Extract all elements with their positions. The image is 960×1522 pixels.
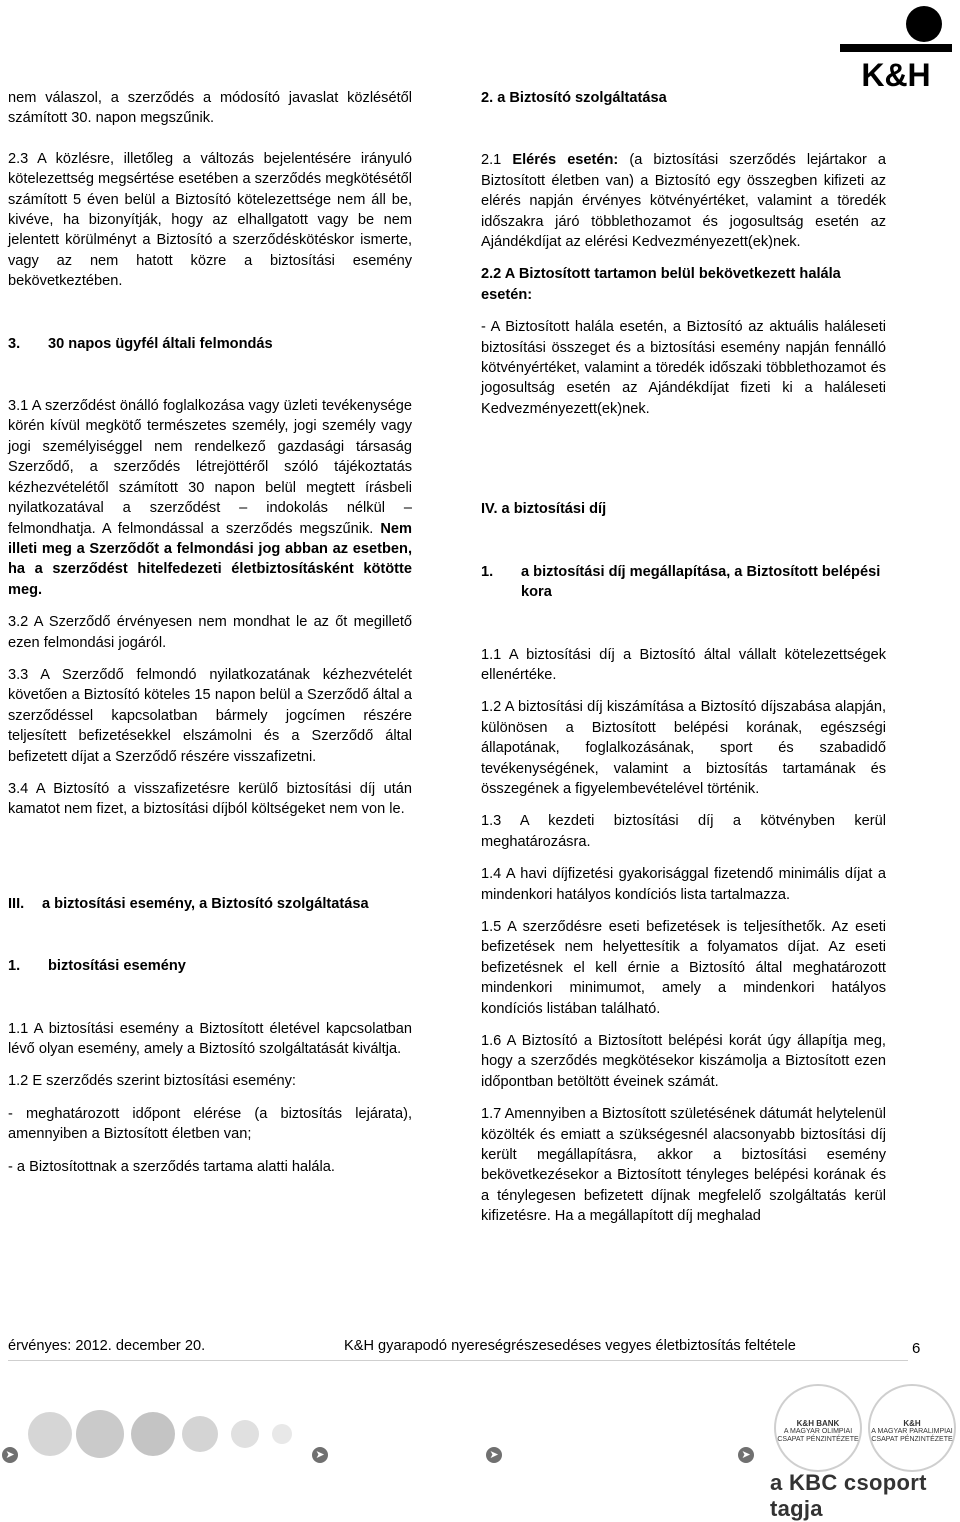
nav-arrow-icon[interactable]: ➤ xyxy=(2,1447,18,1463)
paragraph-IV-1-3: 1.3 A kezdeti biztosítási díj a kötvényben kerül meghatározásra. xyxy=(481,813,886,850)
paragraph-IV-1-5: 1.5 A szerződésre eseti befizetések is teljesíthetők. Az eseti befizetések nem helyettesítik a folyamatos díjat. Az eseti befizetésnek el kell érnie a Biztosító által meghatározott mindenkori minimumot, amely a mindenkori hatályos kondíciós listában található. xyxy=(481,918,886,1017)
page-number: 6 xyxy=(912,1340,921,1357)
paragraph-1-1: 1.1 A biztosítási esemény a Biztosított életével kapcsolatban lévő olyan esemény, amely a Biztosító szolgáltatását kiváltja. xyxy=(8,1020,412,1057)
kh-logo xyxy=(840,2,952,90)
logo-text: K&H xyxy=(861,57,931,90)
paragraph-IV-1-6: 1.6 A Biztosító a Biztosított belépési korát úgy állapítja meg, hogy a szerződés megkötésekor kiszámolja a Biztosított ezen időpontban betöltött éveinek számát. xyxy=(481,1033,886,1090)
paragraph-1-2-b: - a Biztosítottnak a szerződés tartama alatti halála. xyxy=(8,1158,335,1175)
footer-divider xyxy=(8,1360,908,1361)
footer xyxy=(0,1338,960,1358)
paragraph: nem válaszol, a szerződés a módosító javaslat közlésétől számított 30. napon megszűnik. xyxy=(8,90,412,127)
paragraph-IV-1-1: 1.1 A biztosítási díj a Biztosító által vállalt kötelezettségek ellenértéke. xyxy=(481,646,886,683)
section-heading-3: 3. 30 napos ügyfél általi felmondás xyxy=(8,335,273,352)
paragraph-1-2-a: - meghatározott időpont elérése (a biztosítás lejárata), amennyiben a Biztosított életben van; xyxy=(8,1105,412,1143)
paragraph-IV-1-7: 1.7 Amennyiben a Biztosított születésének dátumát helytelenül közölték és emiatt a szükségesnél alacsonyabb biztosítási díj került megállapításra, akkor a biztosítási esemény bekövetkezésekor a Biztosított tényleges belépési korának és a ténylegesen befizetett díjnak megfelelő szolgáltatás kerül kifizetésre. Ha a megállapított díj meghalad xyxy=(481,1106,886,1225)
nav-arrow-icon[interactable]: ➤ xyxy=(738,1447,754,1463)
paragraph-1-2: 1.2 E szerződés szerint biztosítási esemény: xyxy=(8,1073,296,1090)
paragraph-2-2: 2.2 A Biztosított tartamon belül bekövetkezett halála esetén: xyxy=(481,266,841,303)
paragraph-2-2-a: - A Biztosított halála esetén, a Biztosító az aktuális haláleseti biztosítási összeget és a biztosítási esemény napján fennálló kötvényértéket, valamint a töredék időszaki többlethozamot és jogosultság esetén az Ajándékdíjat fizeti ki a haláleseti Kedvezményezett(ek)nek. xyxy=(481,319,886,417)
kbc-tagline: a KBC csoport tagja xyxy=(770,1470,927,1521)
subheading-1: 1. biztosítási esemény xyxy=(8,958,186,975)
nav-arrow-icon[interactable]: ➤ xyxy=(486,1447,502,1463)
paragraph-3-4: 3.4 A Biztosító a visszafizetésre kerülő biztosítási díj után kamatot nem fizet, a biztosítási díjból költségeket nem von le. xyxy=(8,780,412,818)
footer-valid-date: érvényes: 2012. december 20. xyxy=(8,1338,206,1354)
paralympic-team-badge: K&H A MAGYAR PARALIMPIAI CSAPAT PÉNZINTÉZETE xyxy=(868,1384,956,1472)
paragraph-IV-1-4: 1.4 A havi díjfizetési gyakorisággal fizetendő minimális díjat a mindenkori hatályos kondíciós lista tartalmazza. xyxy=(481,866,886,903)
footer-doc-title: K&H gyarapodó nyereségrészesedéses vegyes életbiztosítás feltétele xyxy=(344,1338,796,1354)
paragraph-IV-1-2: 1.2 A biztosítási díj kiszámítása a Biztosító díjszabása alapján, különösen a Biztosított belépési korának, egészségi állapotának, foglalkozásának, sport és szabadidő tevékenységének, valamint a biztosítás tartamának és összegének a figyelembevételével történik. xyxy=(481,699,886,797)
right-column xyxy=(481,88,886,1227)
paragraph-3-2: 3.2 A Szerződő érvényesen nem mondhat le az őt megillető ezen felmondási jogáról. xyxy=(8,614,412,651)
paragraph-3-3: 3.3 A Szerződő felmondó nyilatkozatának kézhezvételét követően a Biztosító köteles 15 napon belül a Szerződő által a szerződéssel kapcsolatban bármely jogcímen részére teljesített befizetésekkel elszámolni és a Szerződő által befizetett díjat a Szerződő részére visszafizetni. xyxy=(8,666,412,765)
olympic-team-badge: K&H BANK A MAGYAR OLIMPIAI CSAPAT PÉNZINTÉZETE xyxy=(774,1384,862,1472)
nav-arrow-icon[interactable]: ➤ xyxy=(312,1447,328,1463)
section-heading-2: 2. a Biztosító szolgáltatása xyxy=(481,90,667,106)
section-heading-IV: IV. a biztosítási díj xyxy=(481,501,607,518)
section-heading-III: III. a biztosítási esemény, a Biztosító szolgáltatása xyxy=(8,895,369,912)
subheading-IV-1: 1. a biztosítási díj megállapítása, a Biztosított belépési kora xyxy=(481,563,881,601)
paragraph-2-3: 2.3 A közlésre, illetőleg a változás bejelentésére irányuló kötelezettség megsértése esetében a szerződés megkötésétől számított 5 éven belül a Biztosító kötelezettsége nem áll be, kivéve, ha bizonyítják, hogy az elhallgatott vagy be nem jelentett körülményt a Biztosító a szerződéskötéskor ismerte, vagy az nem hatott közre a biztosítási esemény bekövetkeztében. xyxy=(8,150,412,290)
left-column xyxy=(8,88,412,1177)
paragraph-2-1: 2.1 Elérés esetén: (a biztosítási szerződés lejártakor a Biztosított életben van) a Biztosító egy összegben kifizeti az elérés napján érvényes kötvényértéket, valamint a töredék időszakra járó többlethozamot és jogosultság esetén az Ajándékdíjat az elérési Kedvezményezett(ek)nek. xyxy=(481,152,886,251)
paragraph-3-1: 3.1 A szerződést önálló foglalkozása vagy üzleti tevékenysége körén kívül megkötő természetes személy, jogi személy vagy jogi személyiséggel nem rendelkező gazdasági társaság Szerződő, a szerződés létrejöttéről szóló tájékoztatás kézhezvételétől számított 30 napon belül megtett írásbeli nyilatkozatával a szerződést – indokolás nélkül – felmondhatja. A felmondással a szerződés megszűnik. Nem illeti meg a Szerződőt a felmondási jog abban az esetben, ha a szerződést hitelfedezeti életbiztosításként kötötte meg. xyxy=(8,398,412,598)
